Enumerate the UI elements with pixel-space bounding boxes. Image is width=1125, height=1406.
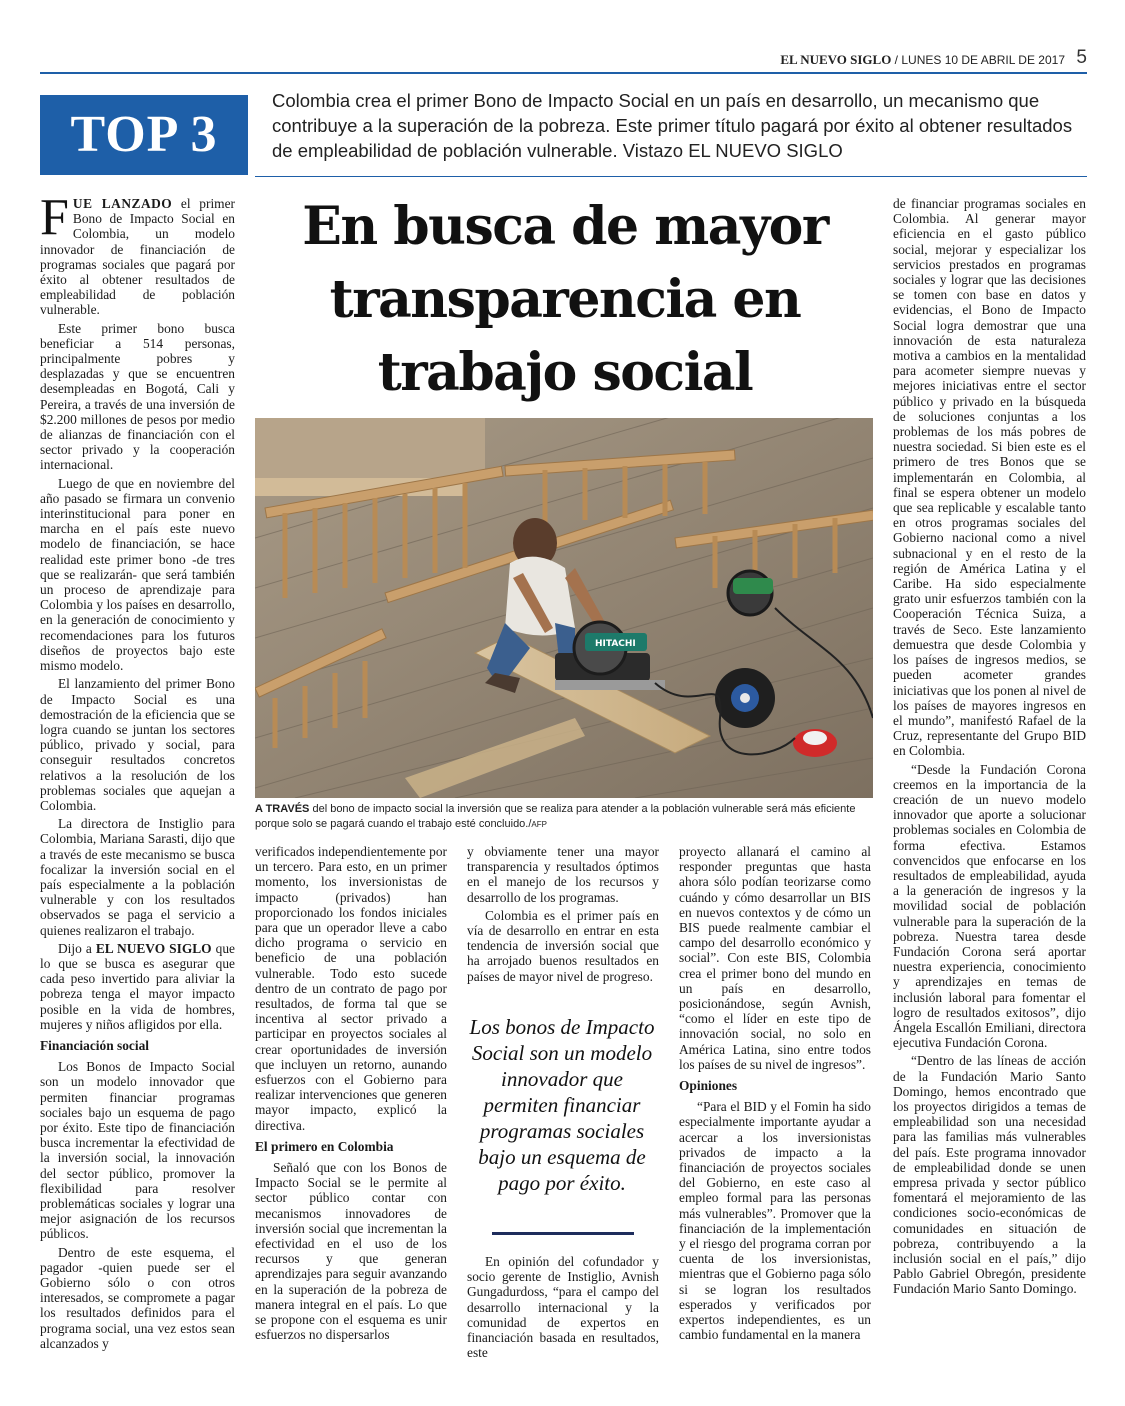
issue-date: LUNES 10 DE ABRIL DE 2017 — [901, 53, 1065, 67]
caption-text: del bono de impacto social la inversión que se realiza para atender a la población vulnerable será más eficiente porque solo se pagará cuando el trabajo esté concluido./ — [255, 803, 856, 830]
masthead-separator: / — [894, 53, 899, 67]
pull-quote: Los bonos de Impacto Social son un modelo innovador que permiten financiar programas sociales bajo un esquema de pago por éxito. — [469, 1015, 655, 1195]
paragraph: El lanzamiento del primer Bono de Impacto Social es una demostración de la eficiencia que se logra cuando se juntan los sectores público, privado y social, para conseguir resultados concretos relativos a la resolución de los problemas sociales que aquejan a Colombia. — [40, 676, 235, 813]
paragraph: “Desde la Fundación Corona creemos en la importancia de la creación de un nuevo modelo innovador que aporte a solucionar problemas sociales en Colombia de forma efectiva. Estamos convencidos que enfocarse en los resultados de empleabilidad, ayuda a la generación de ingresos y la movilidad social de población vulnerable para la superación de la pobreza. Nuestra tarea desde Fundación Corona será aportar nuestra experiencia, conocimiento y aprendizajes en temas de inclusión laboral para fomentar el logro de resultados exitosos”, dijo Ángela Escallón Emiliani, directora ejecutiva Fundación Corona. — [893, 761, 1086, 1051]
paragraph: verificados independientemente por un tercero. Para esto, en un primer momento, los inversionistas de impacto (privados) han proporcionado los fondos iniciales para que un operador lleve a cabo dicho programa o servicio en beneficio de una población vulnerable. Todo esto sucede dentro de un contrato de pago por resultados, de forma tal que se incentiva al sector privado a participar en proyectos sociales al crear oportunidades de inversión que incluyen un retorno, aunando esfuerzos con el Gobierno para realizar intervenciones que generen mayor impacto, explicó la directiva. — [255, 844, 447, 1133]
masthead — [780, 52, 1065, 68]
paragraph: Colombia es el primer país en vía de desarrollo en entrar en esta tendencia de inversión social que ha arrojado buenos resultados en países de mayor nivel de progreso. — [467, 907, 659, 984]
subhead-financiacion: Financiación social — [40, 1037, 149, 1053]
column-2 — [255, 844, 447, 1346]
lead-caps: UE LANZADO — [72, 196, 173, 211]
paragraph: La directora de Instiglio para Colombia, Mariana Sarasti, dijo que a través de este mecanismo se busca focalizar la inversión social en el país especialmente a la población vulnerable y con los resultados observados se paga el servicio a quienes realizaron el trabajo. — [40, 816, 235, 938]
photo-caption — [255, 802, 875, 832]
column-5 — [893, 196, 1086, 1300]
column-4 — [679, 844, 871, 1346]
pull-quote-rule — [492, 1232, 634, 1235]
article-photo — [255, 418, 873, 798]
paragraph: Dentro de este esquema, el pagador -quien puede ser el Gobierno sólo o con otros interesados, se compromete a pagar los resultados definidos para el programa social, una vez estos sean alcanzados y — [40, 1244, 235, 1351]
photo-credit: AFP — [531, 820, 547, 829]
drop-cap: F — [40, 189, 69, 246]
paragraph: Este primer bono busca beneficiar a 514 personas, principalmente pobres y desplazadas y que se encuentren desempleadas en Bogotá, Cali y Pereira, a través de una inversión de $2.200 millones de pesos por medio de alianzas de financiación con el sector privado y la cooperación internacional. — [40, 320, 235, 473]
newspaper-name: EL NUEVO SIGLO — [780, 52, 892, 67]
paragraph: En opinión del cofundador y socio gerente de Instiglio, Avnish Gungadurdoss, “para el campo del desarrollo internacional y la comunidad de expertos en financiación basada en resultados, este — [467, 1254, 659, 1361]
paragraph: Señaló que con los Bonos de Impacto Social se le permite al sector público contar con mecanismos innovadores de inversión social que incrementan la efectividad en el uso de los recursos y que generan aprendizajes para seguir avanzando en la superación de la pobreza de manera integral en el país. Lo que se propone con el esquema es unir esfuerzos no dispersarlos — [255, 1160, 447, 1343]
lead-paragraph — [40, 189, 235, 318]
page-number: 5 — [1076, 47, 1087, 68]
paragraph — [40, 941, 235, 1032]
lead-text: el primer Bono de Impacto Social en Colombia, un modelo innovador de financiación de programas sociales que pagará por éxito al obtener resultados de empleabilidad de población vulnerable. — [40, 196, 235, 318]
paragraph: de financiar programas sociales en Colombia. Al generar mayor eficiencia en el gasto público social, mejorar y especializar los servicios prestados en programas sociales y lograr que las decisiones se tomen con base en datos y evidencias, el Bono de Impacto Social logra demostrar que una innovación de esta naturaleza motiva a cambios en la mentalidad para acometer siempre nuevas y mejores iniciativas entre el sector público y privado en la búsqueda de soluciones conjuntas a los problemas de los más pobres de nuestra sociedad. Si bien este es el primero de tres Bonos que se implementarán en Colombia, al final se espera obtener un modelo que sea replicable y escalable tanto en otros programas sociales del Gobierno nacional como a nivel subnacional y en el resto de la región de América Latina y el Caribe. Ha sido especialmente grato unir esfuerzos también con la Cooperación Técnica Suiza, a través de Seco. Este lanzamiento demuestra que desde Colombia y los países de ingresos medios, se pueden acometer grandes iniciativas que los ponen al nivel de los países de mayores ingresos en el mundo”, manifestó Rafael de la Cruz, representante del Grupo BID en Colombia. — [893, 196, 1086, 759]
paragraph: “Para el BID y el Fomin ha sido especialmente importante ayudar a acercar a los inversionistas privados de impacto a la financiación de proyectos sociales del Gobierno, en este caso al empleo formal para las personas más vulnerables”. Promover que la financiación de la implementación y el riesgo del programa corran por cuenta de los inversionistas, mientras que el Gobierno paga sólo si se logran los resultados esperados y verificados por expertos independientes, es un cambio fundamental en la manera — [679, 1099, 871, 1343]
caption-lead: A TRAVÉS — [255, 803, 310, 815]
column-3-bottom — [467, 1254, 659, 1363]
article-deck: Colombia crea el primer Bono de Impacto Social en un país en desarrollo, un mecanismo que contribuye a la superación de la pobreza. Este primer título pagará por éxito al obtener resultados de empleabilidad de población vulnerable. Vistazo EL NUEVO SIGLO — [272, 90, 1073, 161]
paragraph: Luego de que en noviembre del año pasado se firmara un convenio interinstitucional para poner en marcha en el país este nuevo modelo de financiación, se hace realidad este primer bono -de tres que se realizarán- que será también un proceso de aprendizaje para Colombia y los países en desarrollo, en la generación de conocimiento y recomendaciones para los futuros diseños de proyectos bajo este mismo modelo. — [40, 475, 235, 674]
paragraph: proyecto allanará el camino al responder preguntas que hasta ahora sólo podían teorizarse como cuándo y cómo desarrollar un BIS en nuevos contextos y de cómo un BIS puede realmente cambiar el campo del desarrollo económico y social”. Con este BIS, Colombia crea el primer bono del mundo en un país en desarrollo, posicionándose, según Avnish, “como el líder en este tipo de innovación social, no solo en América Latina, sino entre todos los países de su nivel de ingresos”. — [679, 844, 871, 1072]
subhead-opiniones: Opiniones — [679, 1078, 738, 1094]
headline: En busca de mayor transparencia en trabajo social — [302, 196, 828, 403]
paragraph: y obviamente tener una mayor transparencia y resultados óptimos en el manejo de los recursos y desarrollo de los programas. — [467, 844, 659, 905]
subhead-primero: El primero en Colombia — [255, 1138, 394, 1154]
paragraph: “Dentro de las líneas de acción de la Fundación Mario Santo Domingo, hemos encontrado que los proyectos dirigidos a temas de empleabilidad son una necesidad para las familias más vulnerables del país. Este programa innovador de empleabilidad donde se unen empresa privada y sector público fomentará el mejoramiento de las condiciones socio-económicas de comunidades en situación de pobreza, contribuyendo a la inclusión social en el país,” dijo Pablo Gabriel Obregón, presidente Fundación Mario Santo Domingo. — [893, 1053, 1086, 1297]
paragraph: Los Bonos de Impacto Social son un modelo innovador que permiten financiar programas sociales bajo un esquema de pago por éxito. Este tipo de financiación busca incrementar la efectividad de la inversión social, la innovación del sector público, promover la flexibilidad para resolver problemáticas sociales y lograr una mejor asignación de los recursos públicos. — [40, 1059, 235, 1242]
newspaper-mention: EL NUEVO SIGLO — [95, 940, 212, 956]
text-run: Dijo a — [58, 940, 96, 956]
text-run: que lo que se busca es asegurar que cada peso invertido para aliviar la pobreza tenga el mayor impacto posible en la vida de hombres, mujeres y niños afligidos por ella. — [40, 940, 235, 1032]
column-1 — [40, 189, 235, 1354]
column-3 — [467, 844, 659, 987]
photo-illustration — [255, 418, 873, 798]
saw-brand-label: HITACHI — [595, 639, 636, 649]
section-label: TOP 3 — [40, 95, 248, 175]
deck-rule — [255, 176, 1087, 177]
header-rule — [40, 72, 1087, 74]
